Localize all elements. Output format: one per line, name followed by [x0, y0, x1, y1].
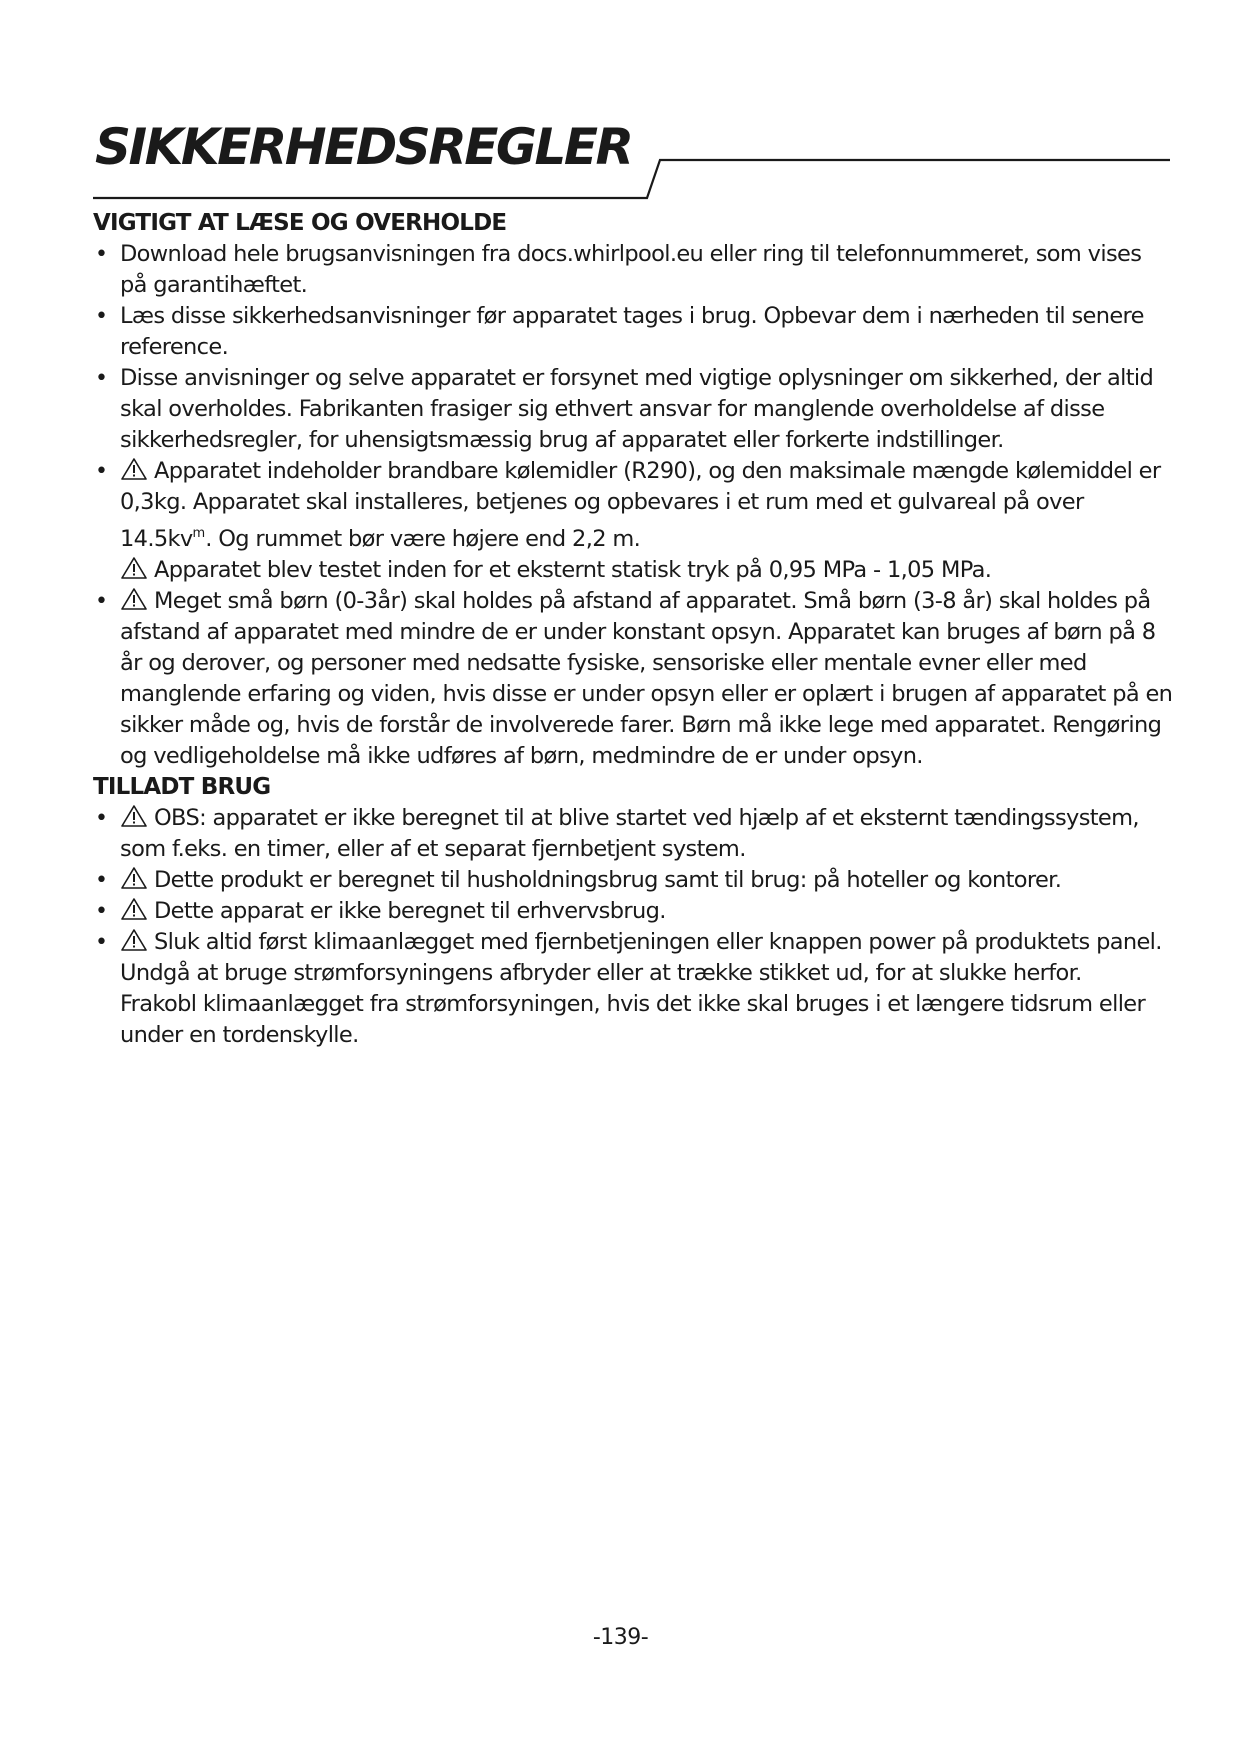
document-body — [93, 208, 1173, 1051]
bullet: • — [95, 459, 108, 484]
warning-triangle-icon — [120, 897, 148, 921]
list-item — [93, 301, 1173, 363]
section-list-important — [93, 239, 1173, 772]
item-text — [120, 927, 1173, 958]
page-title: SIKKERHEDSREGLER — [95, 118, 632, 176]
page-number: -139- — [592, 1625, 649, 1650]
item-text-part: OBS: apparatet er ikke beregnet til at blive startet ved hjælp af et eksternt tændingssystem, som f.eks. en timer, eller af et separat fjernbetjent system. — [120, 805, 1139, 862]
item-text: Download hele brugsanvisningen fra docs.whirlpool.eu eller ring til telefonnummeret, som vises på garantihæftet. — [120, 241, 1142, 298]
item-text-part: Dette apparat er ikke beregnet til erhvervsbrug. — [154, 898, 666, 924]
superscript: m — [192, 526, 206, 541]
bullet: • — [95, 806, 108, 831]
item-subtext — [120, 555, 1173, 586]
item-text — [120, 586, 1173, 772]
item-text — [120, 896, 1173, 927]
section-heading-permitted-use: TILLADT BRUG — [93, 774, 271, 800]
list-item — [93, 586, 1173, 772]
warning-triangle-icon — [120, 556, 148, 580]
item-subtext: Frakobl klimaanlægget fra strømforsyningen, hvis det ikke skal bruges i et længere tidsrum eller under en tordenskylle. — [120, 991, 1146, 1048]
item-text-part: Apparatet indeholder brandbare kølemidler (R290), og den maksimale mængde kølemiddel er 0,3kg. Apparatet skal installeres, betjenes og opbevares i et rum med et gulvareal på over 14.5kv — [120, 458, 1161, 552]
list-item — [93, 239, 1173, 301]
list-item — [93, 865, 1173, 896]
item-text — [120, 865, 1173, 896]
item-text-part: Meget små børn (0-3år) skal holdes på afstand af apparatet. Små børn (3-8 år) skal holdes på afstand af apparatet med mindre de er under konstant opsyn. Apparatet kan bruges af børn på 8 år og derover, og personer med nedsatte fysiske, sensoriske eller mentale evner eller med manglende erfaring og viden, hvis disse er under opsyn eller er oplært i brugen af apparatet på en sikker måde og, hvis de forstår de involverede farer. Børn må ikke lege med apparatet. Rengøring og vedligeholdelse må ikke udføres af børn, medmindre de er under opsyn. — [120, 588, 1173, 769]
list-item — [93, 456, 1173, 586]
item-text-part: Apparatet blev testet inden for et eksternt statisk tryk på 0,95 MPa - 1,05 MPa. — [154, 557, 992, 583]
bullet: • — [95, 589, 108, 614]
list-item — [93, 896, 1173, 927]
item-text-part: . Og rummet bør være højere end 2,2 m. — [205, 526, 641, 552]
list-item — [93, 803, 1173, 865]
warning-triangle-icon — [120, 587, 148, 611]
warning-triangle-icon — [120, 457, 148, 481]
bullet: • — [95, 868, 108, 893]
item-text — [120, 456, 1173, 555]
bullet: • — [95, 242, 108, 267]
section-heading-important: VIGTIGT AT LÆSE OG OVERHOLDE — [93, 210, 507, 236]
bullet: • — [95, 304, 108, 329]
warning-triangle-icon — [120, 928, 148, 952]
item-subtext: Undgå at bruge strømforsyningens afbryder eller at trække stikket ud, for at slukke herfor. — [120, 960, 1082, 986]
bullet: • — [95, 930, 108, 955]
item-text-part: Dette produkt er beregnet til husholdningsbrug samt til brug: på hoteller og kontorer. — [154, 867, 1062, 893]
list-item — [93, 927, 1173, 1051]
item-text: Disse anvisninger og selve apparatet er forsynet med vigtige oplysninger om sikkerhed, der altid skal overholdes. Fabrikanten frasiger sig ethvert ansvar for manglende overholdelse af disse sikkerhedsregler, for uhensigtsmæssig brug af apparatet eller forkerte indstillinger. — [120, 365, 1154, 453]
page-header — [0, 0, 1241, 220]
bullet: • — [95, 366, 108, 391]
warning-triangle-icon — [120, 804, 148, 828]
item-text — [120, 803, 1173, 865]
bullet: • — [95, 899, 108, 924]
section-list-permitted-use — [93, 803, 1173, 1051]
header-rule — [0, 0, 1241, 220]
item-text-part: Sluk altid først klimaanlægget med fjernbetjeningen eller knappen power på produktets panel. — [154, 929, 1162, 955]
list-item — [93, 363, 1173, 456]
warning-triangle-icon — [120, 866, 148, 890]
item-text: Læs disse sikkerhedsanvisninger før apparatet tages i brug. Opbevar dem i nærheden til senere reference. — [120, 303, 1144, 360]
